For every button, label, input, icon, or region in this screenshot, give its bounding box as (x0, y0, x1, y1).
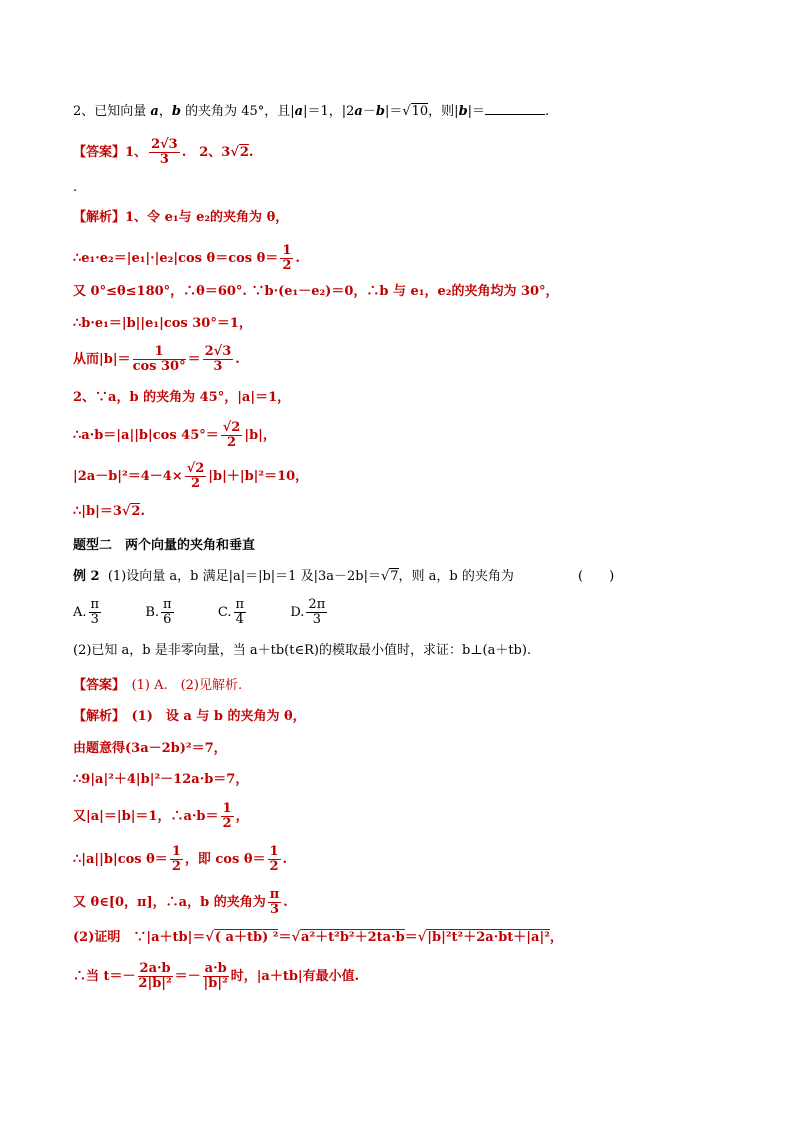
fraction: $\frac{1}{2}$ (282, 243, 292, 273)
option-c[interactable]: C. $\frac{\pi}{4}$ (217, 597, 245, 627)
fraction: $\frac{1}{2}$ (171, 844, 181, 874)
solution-2-line-7: (2)证明 ∵|a＋tb|＝√( a＋tb) ²＝√a²＋t²b²＋2ta·b＝√|b|²t²＋2a·bt＋|a|²， (73, 930, 563, 945)
fraction: $\frac{a\cdot b}{\text{|b|²}}$ (203, 961, 228, 991)
q2-text: － (362, 104, 376, 119)
q2-text: |＝ (384, 104, 403, 119)
q2-var: b (375, 104, 385, 119)
q2-text: ， (158, 104, 172, 119)
q2-var: b (458, 104, 468, 119)
option-d[interactable]: D. $\frac{2\pi}{3}$ (290, 597, 326, 627)
answer-text: 1、 (125, 145, 148, 160)
answer-text: (1) A. (2)见解析. (118, 678, 243, 693)
solution-2-line-1: 【解析】 (1) 设 a 与 b 的夹角为 θ， (73, 709, 306, 724)
solution-1-line-8: |2a－b|²＝4－4× $\frac{√2}{2}$ |b|＋|b|²＝10， (73, 461, 309, 491)
fraction: $\frac{2√3}{3}$ (151, 137, 178, 167)
solution-2-line-4: 又|a|＝|b|＝1，∴a·b＝ $\frac{1}{2}$ ， (73, 801, 249, 831)
answer-1: 【答案】1、 $\frac{2√3}{3}$ . 2、3√2. (73, 137, 254, 167)
fraction: $\frac{\pi}{6}$ (163, 597, 172, 627)
solution-1-line-2: ∴e₁·e₂＝|e₁|·|e₂|cos θ＝cos θ＝ $\frac{1}{2}$ . (73, 243, 300, 273)
q2-var: a (354, 104, 363, 119)
solution-1-line-1: 【解析】1、令 e₁与 e₂的夹角为 θ， (73, 210, 289, 225)
solution-1-line-9: ∴|b|＝3√2. (73, 504, 145, 519)
q2-text: ，则| (428, 104, 459, 119)
solution-tag: 【解析】 (73, 709, 119, 724)
fraction: $\frac{2a\cdot b}{\text{2|b|²}}$ (138, 961, 172, 991)
section-title: 题型二 两个向量的夹角和垂直 (73, 538, 256, 553)
answer-paren: ( ) (578, 569, 615, 584)
q2-text: 2、已知向量 (73, 104, 151, 119)
stray-dot: . (73, 180, 78, 195)
solution-2-line-3: ∴9|a|²＋4|b|²－12a·b＝7， (73, 772, 249, 787)
solution-2-line-2: 由题意得(3a－2b)²＝7， (73, 741, 227, 756)
q2-sqrt: 10 (411, 104, 429, 119)
q2-text: 的夹角为 45°，且| (180, 104, 295, 119)
solution-2-line-5: ∴|a||b|cos θ＝ $\frac{1}{2}$ ，即 cos θ＝ $\frac{1}{2}$ . (73, 844, 288, 874)
solution-1-line-4: ∴b·e₁＝|b||e₁|cos 30°＝1， (73, 316, 252, 331)
answer-tag: 【答案】 (73, 678, 119, 693)
q2-text: |＝1，|2 (303, 104, 355, 119)
option-b[interactable]: B. $\frac{\pi}{6}$ (145, 597, 172, 627)
solution-2-line-6: 又 θ∈[0，π]，∴a，b 的夹角为 $\frac{\pi}{3}$ . (73, 887, 288, 917)
solution-1-line-3: 又 0°≤θ≤180°，∴θ＝60°. ∵b·(e₁－e₂)＝0，∴b 与 e₁，e₂的夹角均为 30°， (73, 284, 559, 299)
fraction: $\frac{\pi}{3}$ (269, 887, 280, 917)
q2-text: . (545, 104, 550, 119)
solution-2-line-8: ∴当 t＝－ $\frac{2a\cdot b}{\text{2|b|²}}$ ＝－ $\frac{a\cdot b}{\text{|b|²}}$ 时，|a＋tb|有最小值. (73, 961, 360, 991)
q2-var: a (294, 104, 304, 119)
example-label: 例 2 (73, 569, 100, 584)
q2-var: a (150, 104, 159, 119)
fraction: $\frac{\pi}{3}$ (90, 597, 100, 627)
option-a[interactable]: A. $\frac{\pi}{3}$ (73, 597, 100, 627)
answer-text: . 2、3 (181, 145, 231, 160)
fraction: $\frac{√2}{2}$ (186, 461, 205, 491)
fraction: $\frac{\pi}{4}$ (235, 597, 245, 627)
fraction: $\frac{1}{\cos 30^\circ}$ (132, 344, 186, 374)
answer-tag: 【答案】 (73, 145, 126, 160)
fraction: $\frac{1}{2}$ (222, 801, 232, 831)
solution-1-line-7: ∴a·b＝|a||b|cos 45°＝ $\frac{√2}{2}$ |b|， (73, 420, 276, 450)
q2-text: |＝ (467, 104, 486, 119)
answer-blank (485, 102, 545, 115)
options-row (73, 598, 329, 627)
answer-2 (73, 676, 242, 696)
q2-var: b (171, 104, 181, 119)
solution-1-line-5: 从而|b|＝ $\frac{1}{\cos 30^\circ}$ ＝ $\frac{2√3}{3}$ . (73, 344, 240, 374)
solution-tag: 【解析】 (73, 210, 126, 225)
question-2: 2、已知向量 a，b 的夹角为 45°，且|a|＝1，|2a－b|＝√10，则|b|＝ . (73, 104, 550, 119)
fraction: $\frac{√2}{2}$ (222, 420, 241, 450)
fraction: $\frac{2\pi}{3}$ (308, 597, 326, 627)
fraction: $\frac{2√3}{3}$ (204, 344, 232, 374)
fraction: $\frac{1}{2}$ (269, 844, 279, 874)
solution-1-line-6: 2、∵a，b 的夹角为 45°，|a|＝1， (73, 390, 291, 405)
example-2-question-1: 例 2 (1)设向量 a，b 满足|a|＝|b|＝1 及|3a－2b|＝√7，则 a，b 的夹角为 (73, 569, 514, 584)
example-2-question-2: (2)已知 a，b 是非零向量，当 a＋tb(t∈R)的模取最小值时，求证：b⊥(a＋tb). (73, 643, 532, 658)
